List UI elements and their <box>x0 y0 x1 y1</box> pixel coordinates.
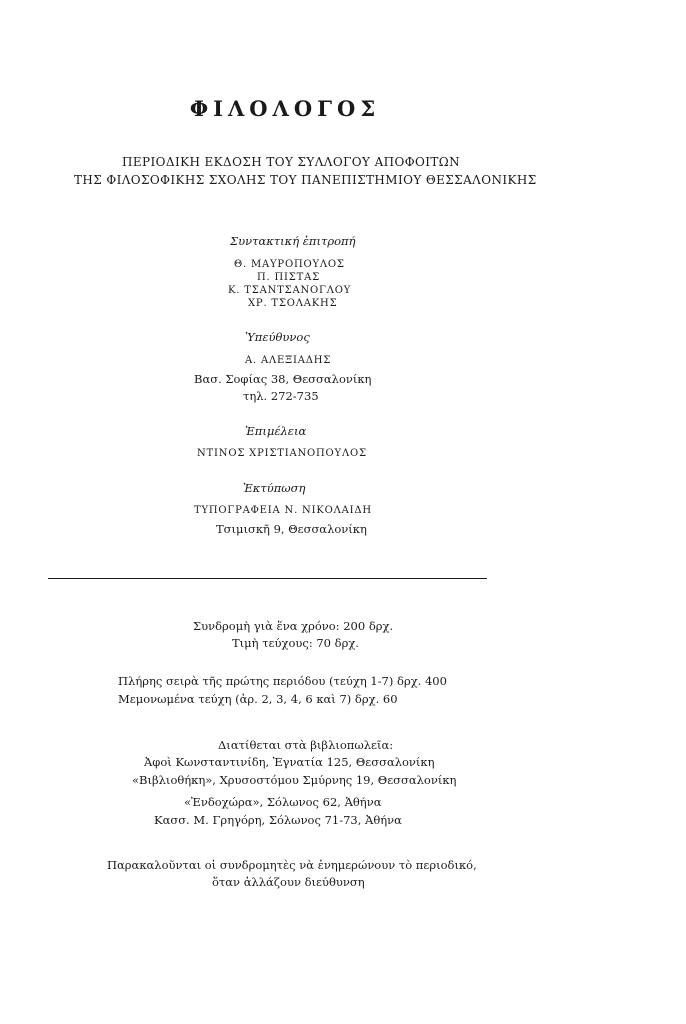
subscription-issue-price: Τιμὴ τεύχους: 70 δρχ. <box>232 636 359 650</box>
journal-subtitle-line1: ΠΕΡΙΟΔΙΚΗ ΕΚΔΟΣΗ ΤΟΥ ΣΥΛΛΟΓΟΥ ΑΠΟΦΟΙΤΩΝ <box>122 155 461 169</box>
bookstore-item: Ἀφοὶ Κωνσταντινίδη, Ἐγνατία 125, Θεσσαλονίκη <box>144 755 435 769</box>
divider-rule <box>48 578 487 579</box>
supervision-name: ΝΤΙΝΟΣ ΧΡΙΣΤΙΑΝΟΠΟΥΛΟΣ <box>197 448 367 459</box>
editorial-member: ΧΡ. ΤΣΟΛΑΚΗΣ <box>248 298 338 309</box>
journal-subtitle-line2: ΤΗΣ ΦΙΛΟΣΟΦΙΚΗΣ ΣΧΟΛΗΣ ΤΟΥ ΠΑΝΕΠΙΣΤΗΜΙΟΥ ΘΕΣΣΑΛΟΝΙΚΗΣ <box>74 173 537 187</box>
notice-line1: Παρακαλοῦνται οἱ συνδρομητὲς νὰ ἐνημερώνουν τὸ περιοδικό, <box>107 858 477 872</box>
editorial-board-label: Συντακτική ἐπιτροπή <box>230 234 356 248</box>
series-single-price: Μεμονωμένα τεύχη (ἀρ. 2, 3, 4, 6 καὶ 7) δρχ. 60 <box>118 692 398 706</box>
editorial-member: Θ. ΜΑΥΡΟΠΟΥΛΟΣ <box>234 259 345 270</box>
responsible-label: Ὑπεύθυνος <box>245 330 310 344</box>
series-full-price: Πλήρης σειρὰ τῆς πρώτης περιόδου (τεύχη 1-7) δρχ. 400 <box>118 674 447 688</box>
journal-title: ΦΙΛΟΛΟΓΟΣ <box>189 96 381 121</box>
printing-name: ΤΥΠΟΓΡΑΦΕΙΑ Ν. ΝΙΚΟΛΑΙΔΗ <box>194 505 372 516</box>
bookstore-item: «Βιβλιοθήκη», Χρυσοστόμου Σμύρνης 19, Θεσσαλονίκη <box>132 773 457 787</box>
notice-line2: ὅταν ἀλλάζουν διεύθυνση <box>212 875 365 889</box>
editorial-member: Κ. ΤΣΑΝΤΣΑΝΟΓΛΟΥ <box>228 285 352 296</box>
subscription-annual: Συνδρομὴ γιὰ ἕνα χρόνο: 200 δρχ. <box>193 619 394 633</box>
editorial-member: Π. ΠΙΣΤΑΣ <box>257 272 320 283</box>
responsible-name: Α. ΑΛΕΞΙΑΔΗΣ <box>245 355 332 366</box>
bookstores-label: Διατίθεται στὰ βιβλιοπωλεῖα: <box>218 738 394 752</box>
responsible-phone: τηλ. 272-735 <box>243 389 319 403</box>
responsible-address: Βασ. Σοφίας 38, Θεσσαλονίκη <box>194 372 372 386</box>
bookstore-item: Κασσ. Μ. Γρηγόρη, Σόλωνος 71-73, Ἀθήνα <box>154 813 402 827</box>
printing-address: Τσιμισκῆ 9, Θεσσαλονίκη <box>216 522 367 536</box>
supervision-label: Ἐπιμέλεια <box>245 424 307 438</box>
printing-label: Ἐκτύπωση <box>243 481 306 495</box>
bookstore-item: «Ἐνδοχώρα», Σόλωνος 62, Ἀθήνα <box>184 795 382 809</box>
